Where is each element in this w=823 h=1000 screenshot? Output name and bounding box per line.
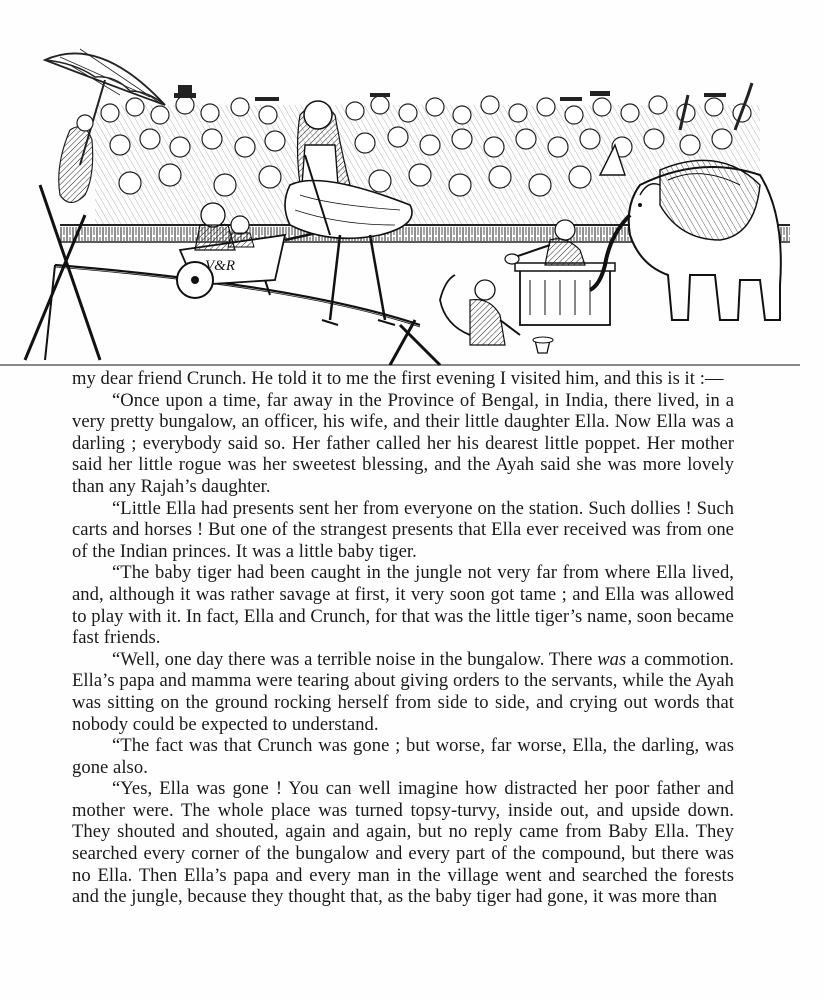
paragraph-commotion (72, 649, 734, 735)
paragraph-commotion-end: a commotion. Ella’s papa and mamma were tearing about giving orders to the servants, while the Ayah was sitting on the ground rocking herself from side to side, and crying out words that nobody could be expected to understand. (72, 648, 734, 735)
paragraph-commotion-start: “Well, one day there was a terrible noise in the bungalow. There (112, 648, 598, 670)
wheelbarrow-label: V&R (205, 258, 235, 274)
paragraph-continuation: my dear friend Crunch. He told it to me the first evening I visited him, and this is it :— (72, 368, 724, 389)
story-text (72, 368, 734, 908)
paragraph-crunch-gone: “The fact was that Crunch was gone ; but worse, far worse, Ella, the darling, was gone also. (72, 735, 734, 778)
paragraph-baby-tiger: “The baby tiger had been caught in the jungle not very far from where Ella lived, and, although it was rather savage at first, it very soon got tame ; and Ella was allowed to play with it. In fact, Ella and Crunch, for that was the little tiger’s name, soon became fast friends. (72, 562, 734, 649)
paragraph-once-upon-a-time: “Once upon a time, far away in the Province of Bengal, in India, there lived, in a very pretty bungalow, an officer, his wife, and their little daughter Ella. Now Ella was a darling ; everybody said so. Her father called her his dearest little poppet. Her mother said her little rogue was her sweetest blessing, and the Ayah said she was more lovely than any Rajah’s daughter. (72, 389, 734, 497)
circus-illustration (0, 35, 800, 370)
emphasis-was: was (597, 648, 627, 670)
paragraph-ella-gone: “Yes, Ella was gone ! You can well imagine how distracted her poor father and mother were. The whole place was turned topsy-turvy, inside out, and upside down. They shouted and shouted, again and again, but no reply came from Baby Ella. They searched every corner of the bungalow and every part of the compound, but there was no Ella. Then Ella’s papa and every man in the village went and searched the forests and the jungle, because they thought that, as the baby tiger had gone, it was more than (72, 778, 734, 908)
paragraph-presents: “Little Ella had presents sent her from everyone on the station. Such dollies ! Such carts and horses ! But one of the strangest presents that Ella ever received was from one of the Indian princes. It was a little baby tiger. (72, 497, 734, 562)
